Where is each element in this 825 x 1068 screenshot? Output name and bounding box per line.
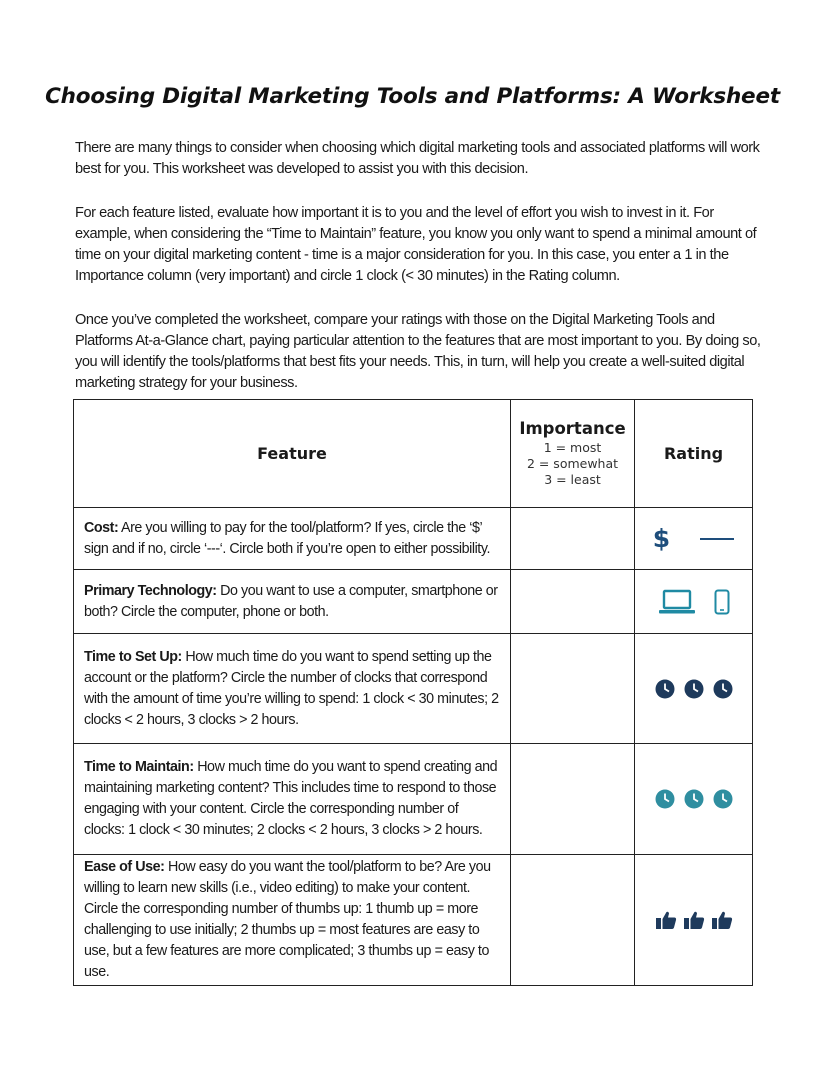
thumbs-up-icon[interactable] — [683, 910, 705, 930]
clock-icon[interactable] — [655, 679, 675, 699]
laptop-icon[interactable] — [658, 589, 696, 615]
feature-column-header: Feature — [74, 400, 511, 508]
importance-input-ease-of-use[interactable] — [511, 855, 635, 986]
table-row — [74, 744, 753, 855]
importance-column-header — [511, 400, 635, 508]
clock-icon[interactable] — [713, 789, 733, 809]
rating-column-header: Rating — [635, 400, 753, 508]
clock-icon[interactable] — [684, 789, 704, 809]
rating-cell-time-to-set-up — [635, 634, 753, 744]
feature-name: Cost: — [84, 519, 119, 536]
thumbs-up-icon[interactable] — [655, 910, 677, 930]
feature-description: Are you willing to pay for the tool/platform? If yes, circle the ‘$’ sign and if no, circle ‘---‘. Circle both if you’re open to either possibility. — [84, 519, 490, 557]
importance-input-cost[interactable] — [511, 508, 635, 570]
importance-scale-2: 2 = somewhat — [526, 456, 619, 471]
rating-cell-time-to-maintain — [635, 744, 753, 855]
rating-cell-primary-technology — [635, 570, 753, 634]
feature-description: How easy do you want the tool/platform to be? Are you willing to learn new skills (i.e., video editing) to make your content. Circle the corresponding number of thumbs up: 1 thumb up = more challenging to use initially; 2 thumbs up = most features are easy to use, but a few features are more complicated; 3 thumbs up = easy to use. — [84, 859, 491, 980]
thumbs-up-icon[interactable] — [711, 910, 733, 930]
feature-name: Ease of Use: — [84, 859, 165, 875]
feature-description: Do you want to use a computer, smartphone or both? Circle the computer, phone or both. — [84, 582, 498, 620]
table-row — [74, 570, 753, 634]
rating-cell-cost — [635, 508, 753, 570]
intro-paragraph-1: There are many things to consider when choosing which digital marketing tools and associated platforms will work best for you. This worksheet was developed to assist you with this decision. — [75, 140, 760, 177]
dash-icon[interactable] — [700, 538, 734, 540]
worksheet-table — [73, 399, 753, 986]
page-title: Choosing Digital Marketing Tools and Platforms: A Worksheet — [45, 84, 780, 109]
importance-scale-1: 1 = most — [543, 440, 602, 455]
feature-cell-cost — [74, 508, 511, 570]
table-row — [74, 508, 753, 570]
clock-icon[interactable] — [655, 789, 675, 809]
clock-icon[interactable] — [713, 679, 733, 699]
table-row — [74, 634, 753, 744]
rating-cell-ease-of-use — [635, 855, 753, 986]
intro-paragraph-2: For each feature listed, evaluate how important it is to you and the level of effort you wish to invest in it. For example, when considering the “Time to Maintain” feature, you know you only want to spend a minimal amount of time on your digital marketing content - time is a major consideration for you. In this case, you enter a 1 in the Importance column (very important) and circle 1 clock (< 30 minutes) in the Rating column. — [75, 205, 757, 284]
clock-icon[interactable] — [684, 679, 704, 699]
importance-scale-3: 3 = least — [544, 472, 601, 487]
importance-input-primary-technology[interactable] — [511, 570, 635, 634]
feature-description: How much time do you want to spend setting up the account or the platform? Circle the number of clocks that correspond with the amount of time you’re willing to spend: 1 clock < 30 minutes; 2 clocks < 2 hours, 3 clocks > 2 hours. — [84, 648, 499, 728]
feature-description: How much time do you want to spend creating and maintaining marketing content? This includes time to respond to those engaging with your content. Circle the corresponding number of clocks: 1 clock < 30 minutes; 2 clocks < 2 hours, 3 clocks > 2 hours. — [84, 759, 498, 838]
table-header-row — [74, 400, 753, 508]
intro-paragraph-3: Once you’ve completed the worksheet, compare your ratings with those on the Digital Marketing Tools and Platforms At-a-Glance chart, paying particular attention to the features that are most important to you. By doing so, you will identify the tools/platforms that best fits your needs. This, in turn, will help you create a well-suited digital marketing strategy for your business. — [75, 312, 761, 391]
feature-name: Primary Technology: — [84, 582, 217, 599]
feature-cell-ease-of-use — [74, 855, 511, 986]
dollar-sign-icon[interactable]: $ — [652, 524, 671, 553]
feature-cell-time-to-maintain — [74, 744, 511, 855]
table-row — [74, 855, 753, 986]
feature-name: Time to Set Up: — [84, 648, 182, 665]
feature-cell-primary-technology — [74, 570, 511, 634]
importance-input-time-to-maintain[interactable] — [511, 744, 635, 855]
smartphone-icon[interactable] — [714, 589, 730, 615]
feature-cell-time-to-set-up — [74, 634, 511, 744]
feature-name: Time to Maintain: — [84, 759, 194, 775]
importance-input-time-to-set-up[interactable] — [511, 634, 635, 744]
importance-title: Importance — [519, 419, 626, 438]
